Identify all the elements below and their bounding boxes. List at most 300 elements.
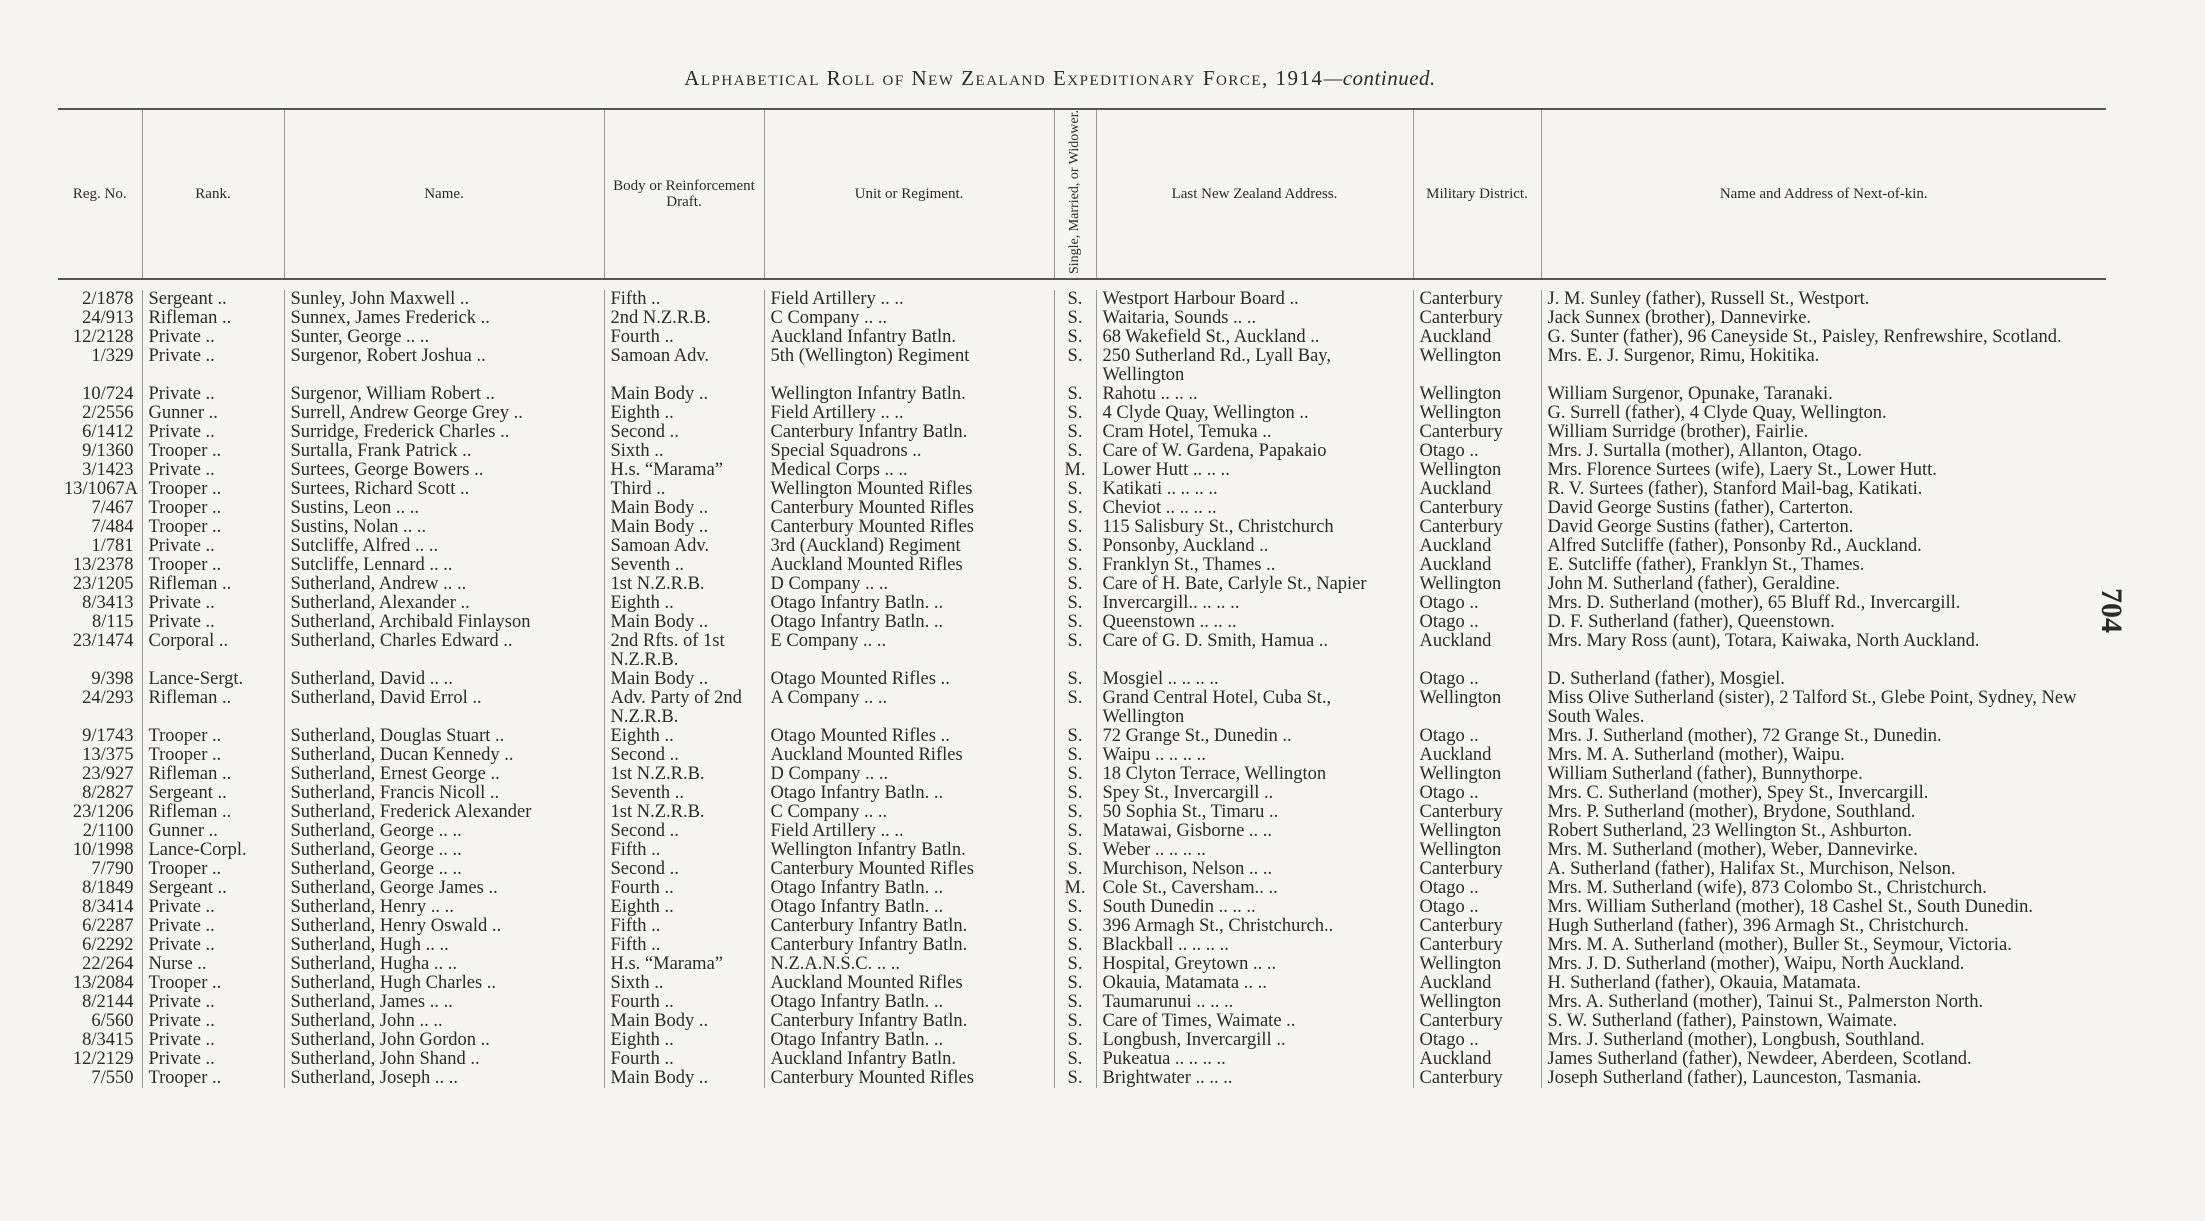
table-row xyxy=(58,518,2106,537)
page-title-text: Alphabetical Roll of New Zealand Expeditionary Force, 1914 xyxy=(684,66,1324,90)
draft-cell: Main Body .. xyxy=(604,385,764,404)
address-cell: Pukeatua .. .. .. .. xyxy=(1096,1050,1413,1069)
address-cell: Weber .. .. .. .. xyxy=(1096,841,1413,860)
unit-cell: Canterbury Infantry Batln. xyxy=(764,423,1054,442)
marital-cell: S. xyxy=(1054,556,1096,575)
marital-cell: S. xyxy=(1054,575,1096,594)
table-row xyxy=(58,309,2106,328)
table-row xyxy=(58,404,2106,423)
marital-cell: S. xyxy=(1054,784,1096,803)
next-of-kin-cell: Mrs. J. Sutherland (mother), 72 Grange St., Dunedin. xyxy=(1541,727,2106,746)
address-cell: Cole St., Caversham.. .. xyxy=(1096,879,1413,898)
next-of-kin-cell: Mrs. Mary Ross (aunt), Totara, Kaiwaka, North Auckland. xyxy=(1541,632,2106,670)
col-header-marital-status xyxy=(1054,109,1096,279)
district-cell: Otago .. xyxy=(1413,898,1541,917)
address-cell: Westport Harbour Board .. xyxy=(1096,290,1413,309)
name-cell: Surtalla, Frank Patrick .. xyxy=(284,442,604,461)
unit-cell: Wellington Infantry Batln. xyxy=(764,841,1054,860)
next-of-kin-cell: Mrs. E. J. Surgenor, Rimu, Hokitika. xyxy=(1541,347,2106,385)
draft-cell: Main Body .. xyxy=(604,518,764,537)
marital-cell: S. xyxy=(1054,917,1096,936)
rank-cell: Rifleman .. xyxy=(142,309,284,328)
name-cell: Sutherland, George .. .. xyxy=(284,822,604,841)
marital-cell: S. xyxy=(1054,1069,1096,1088)
name-cell: Sutherland, Ducan Kennedy .. xyxy=(284,746,604,765)
reg-no-cell: 7/790 xyxy=(91,860,134,880)
unit-cell: A Company .. .. xyxy=(764,689,1054,727)
marital-cell: S. xyxy=(1054,860,1096,879)
address-cell: Rahotu .. .. .. xyxy=(1096,385,1413,404)
unit-cell: Otago Infantry Batln. .. xyxy=(764,613,1054,632)
draft-cell: Main Body .. xyxy=(604,1012,764,1031)
name-cell: Sutcliffe, Alfred .. .. xyxy=(284,537,604,556)
marital-cell: S. xyxy=(1054,594,1096,613)
district-cell: Otago .. xyxy=(1413,613,1541,632)
marital-cell: S. xyxy=(1054,936,1096,955)
address-cell: Cheviot .. .. .. .. xyxy=(1096,499,1413,518)
unit-cell: Otago Infantry Batln. .. xyxy=(764,993,1054,1012)
draft-cell: Adv. Party of 2nd N.Z.R.B. xyxy=(604,689,764,727)
name-cell: Sutcliffe, Lennard .. .. xyxy=(284,556,604,575)
district-cell: Wellington xyxy=(1413,575,1541,594)
page-title-suffix: —continued. xyxy=(1323,66,1436,90)
draft-cell: Eighth .. xyxy=(604,898,764,917)
unit-cell: Medical Corps .. .. xyxy=(764,461,1054,480)
name-cell: Surgenor, Robert Joshua .. xyxy=(284,347,604,385)
rank-cell: Trooper .. xyxy=(142,499,284,518)
reg-no-cell: 9/1360 xyxy=(82,442,134,462)
rank-cell: Trooper .. xyxy=(142,974,284,993)
draft-cell: Fourth .. xyxy=(604,1050,764,1069)
reg-no-cell: 22/264 xyxy=(82,955,134,975)
district-cell: Wellington xyxy=(1413,955,1541,974)
unit-cell: D Company .. .. xyxy=(764,765,1054,784)
next-of-kin-cell: Joseph Sutherland (father), Launceston, Tasmania. xyxy=(1541,1069,2106,1088)
district-cell: Wellington xyxy=(1413,841,1541,860)
table-row xyxy=(58,974,2106,993)
address-cell: Franklyn St., Thames .. xyxy=(1096,556,1413,575)
address-cell: Matawai, Gisborne .. .. xyxy=(1096,822,1413,841)
table-row xyxy=(58,594,2106,613)
address-cell: Brightwater .. .. .. xyxy=(1096,1069,1413,1088)
address-cell: Katikati .. .. .. .. xyxy=(1096,480,1413,499)
rank-cell: Sergeant .. xyxy=(142,879,284,898)
marital-cell: S. xyxy=(1054,727,1096,746)
unit-cell: Auckland Infantry Batln. xyxy=(764,1050,1054,1069)
district-cell: Canterbury xyxy=(1413,803,1541,822)
marital-cell: S. xyxy=(1054,955,1096,974)
table-row xyxy=(58,423,2106,442)
name-cell: Sutherland, George .. .. xyxy=(284,841,604,860)
reg-no-cell: 24/293 xyxy=(82,689,134,709)
unit-cell: Otago Infantry Batln. .. xyxy=(764,594,1054,613)
unit-cell: Canterbury Infantry Batln. xyxy=(764,936,1054,955)
marital-cell: S. xyxy=(1054,1012,1096,1031)
table-row xyxy=(58,347,2106,385)
rank-cell: Rifleman .. xyxy=(142,803,284,822)
next-of-kin-cell: Mrs. M. Sutherland (wife), 873 Colombo St., Christchurch. xyxy=(1541,879,2106,898)
rank-cell: Private .. xyxy=(142,1012,284,1031)
table-row xyxy=(58,328,2106,347)
district-cell: Canterbury xyxy=(1413,936,1541,955)
unit-cell: Otago Infantry Batln. .. xyxy=(764,879,1054,898)
name-cell: Sutherland, George .. .. xyxy=(284,860,604,879)
district-cell: Wellington xyxy=(1413,404,1541,423)
table-row xyxy=(58,1069,2106,1088)
next-of-kin-cell: Hugh Sutherland (father), 396 Armagh St., Christchurch. xyxy=(1541,917,2106,936)
table-row xyxy=(58,841,2106,860)
table-row xyxy=(58,860,2106,879)
next-of-kin-cell: J. M. Sunley (father), Russell St., Westport. xyxy=(1541,290,2106,309)
address-cell: 18 Clyton Terrace, Wellington xyxy=(1096,765,1413,784)
name-cell: Sunley, John Maxwell .. xyxy=(284,290,604,309)
reg-no-cell: 23/1474 xyxy=(72,632,134,652)
table-row xyxy=(58,670,2106,689)
next-of-kin-cell: Mrs. J. Sutherland (mother), Longbush, Southland. xyxy=(1541,1031,2106,1050)
col-header-name: Name. xyxy=(284,109,604,279)
next-of-kin-cell: Mrs. A. Sutherland (mother), Tainui St., Palmerston North. xyxy=(1541,993,2106,1012)
district-cell: Wellington xyxy=(1413,461,1541,480)
district-cell: Otago .. xyxy=(1413,727,1541,746)
address-cell: 115 Salisbury St., Christchurch xyxy=(1096,518,1413,537)
district-cell: Canterbury xyxy=(1413,1069,1541,1088)
marital-cell: S. xyxy=(1054,404,1096,423)
reg-no-cell: 9/1743 xyxy=(82,727,134,747)
draft-cell: Eighth .. xyxy=(604,727,764,746)
reg-no-cell: 23/927 xyxy=(82,765,134,785)
district-cell: Canterbury xyxy=(1413,423,1541,442)
table-row xyxy=(58,499,2106,518)
draft-cell: Fifth .. xyxy=(604,936,764,955)
district-cell: Wellington xyxy=(1413,822,1541,841)
district-cell: Canterbury xyxy=(1413,518,1541,537)
name-cell: Sutherland, John .. .. xyxy=(284,1012,604,1031)
marital-cell: S. xyxy=(1054,309,1096,328)
col-header-reg-no: Reg. No. xyxy=(58,109,142,279)
draft-cell: Seventh .. xyxy=(604,784,764,803)
district-cell: Canterbury xyxy=(1413,499,1541,518)
address-cell: Queenstown .. .. .. xyxy=(1096,613,1413,632)
draft-cell: Second .. xyxy=(604,860,764,879)
table-row xyxy=(58,917,2106,936)
name-cell: Sunnex, James Frederick .. xyxy=(284,309,604,328)
col-header-district: Military District. xyxy=(1413,109,1541,279)
marital-cell: S. xyxy=(1054,347,1096,385)
unit-cell: Otago Mounted Rifles .. xyxy=(764,727,1054,746)
next-of-kin-cell: Mrs. William Sutherland (mother), 18 Cashel St., South Dunedin. xyxy=(1541,898,2106,917)
rank-cell: Lance-Corpl. xyxy=(142,841,284,860)
reg-no-cell: 8/3414 xyxy=(82,898,134,918)
address-cell: Waipu .. .. .. .. xyxy=(1096,746,1413,765)
district-cell: Canterbury xyxy=(1413,290,1541,309)
next-of-kin-cell: David George Sustins (father), Carterton. xyxy=(1541,499,2106,518)
table-row xyxy=(58,442,2106,461)
rank-cell: Sergeant .. xyxy=(142,290,284,309)
header-row xyxy=(58,109,2106,279)
rank-cell: Private .. xyxy=(142,613,284,632)
unit-cell: Auckland Mounted Rifles xyxy=(764,974,1054,993)
table-row xyxy=(58,879,2106,898)
draft-cell: Third .. xyxy=(604,480,764,499)
reg-no-cell: 7/550 xyxy=(91,1069,134,1089)
rank-cell: Rifleman .. xyxy=(142,689,284,727)
next-of-kin-cell: H. Sutherland (father), Okauia, Matamata. xyxy=(1541,974,2106,993)
table-row xyxy=(58,727,2106,746)
name-cell: Surtees, Richard Scott .. xyxy=(284,480,604,499)
table-row xyxy=(58,898,2106,917)
district-cell: Auckland xyxy=(1413,1050,1541,1069)
address-cell: Taumarunui .. .. .. xyxy=(1096,993,1413,1012)
address-cell: Invercargill.. .. .. .. xyxy=(1096,594,1413,613)
unit-cell: E Company .. .. xyxy=(764,632,1054,670)
rank-cell: Trooper .. xyxy=(142,556,284,575)
district-cell: Otago .. xyxy=(1413,594,1541,613)
unit-cell: Otago Infantry Batln. .. xyxy=(764,784,1054,803)
unit-cell: Canterbury Mounted Rifles xyxy=(764,518,1054,537)
marital-cell: S. xyxy=(1054,480,1096,499)
table-row xyxy=(58,993,2106,1012)
rank-cell: Lance-Sergt. xyxy=(142,670,284,689)
name-cell: Sutherland, David Errol .. xyxy=(284,689,604,727)
rank-cell: Private .. xyxy=(142,594,284,613)
draft-cell: Second .. xyxy=(604,746,764,765)
district-cell: Otago .. xyxy=(1413,879,1541,898)
address-cell: Ponsonby, Auckland .. xyxy=(1096,537,1413,556)
name-cell: Sutherland, John Shand .. xyxy=(284,1050,604,1069)
table-row xyxy=(58,803,2106,822)
reg-no-cell: 6/560 xyxy=(91,1012,134,1032)
next-of-kin-cell: Mrs. D. Sutherland (mother), 65 Bluff Rd., Invercargill. xyxy=(1541,594,2106,613)
roll-body xyxy=(58,290,2106,1088)
rank-cell: Rifleman .. xyxy=(142,575,284,594)
draft-cell: Second .. xyxy=(604,423,764,442)
district-cell: Wellington xyxy=(1413,689,1541,727)
name-cell: Sutherland, Hugha .. .. xyxy=(284,955,604,974)
name-cell: Sutherland, Francis Nicoll .. xyxy=(284,784,604,803)
address-cell: Mosgiel .. .. .. .. xyxy=(1096,670,1413,689)
marital-cell: S. xyxy=(1054,518,1096,537)
draft-cell: Fourth .. xyxy=(604,993,764,1012)
next-of-kin-cell: Alfred Sutcliffe (father), Ponsonby Rd., Auckland. xyxy=(1541,537,2106,556)
page-title xyxy=(0,66,2120,91)
reg-no-cell: 2/1100 xyxy=(82,822,134,842)
unit-cell: Wellington Mounted Rifles xyxy=(764,480,1054,499)
name-cell: Sutherland, Archibald Finlayson xyxy=(284,613,604,632)
table-row xyxy=(58,632,2106,670)
table-row xyxy=(58,1050,2106,1069)
marital-cell: S. xyxy=(1054,993,1096,1012)
address-cell: 72 Grange St., Dunedin .. xyxy=(1096,727,1413,746)
rank-cell: Private .. xyxy=(142,347,284,385)
draft-cell: Main Body .. xyxy=(604,1069,764,1088)
district-cell: Auckland xyxy=(1413,328,1541,347)
next-of-kin-cell: David George Sustins (father), Carterton. xyxy=(1541,518,2106,537)
draft-cell: Sixth .. xyxy=(604,974,764,993)
district-cell: Canterbury xyxy=(1413,860,1541,879)
address-cell: Hospital, Greytown .. .. xyxy=(1096,955,1413,974)
marital-cell: S. xyxy=(1054,974,1096,993)
district-cell: Wellington xyxy=(1413,765,1541,784)
name-cell: Sustins, Nolan .. .. xyxy=(284,518,604,537)
name-cell: Surrell, Andrew George Grey .. xyxy=(284,404,604,423)
draft-cell: Fourth .. xyxy=(604,328,764,347)
reg-no-cell: 1/329 xyxy=(91,347,134,367)
draft-cell: Second .. xyxy=(604,822,764,841)
draft-cell: 2nd Rfts. of 1st N.Z.R.B. xyxy=(604,632,764,670)
reg-no-cell: 13/2084 xyxy=(72,974,134,994)
rank-cell: Trooper .. xyxy=(142,746,284,765)
name-cell: Sutherland, Henry Oswald .. xyxy=(284,917,604,936)
table-row xyxy=(58,765,2106,784)
next-of-kin-cell: Mrs. P. Sutherland (mother), Brydone, Southland. xyxy=(1541,803,2106,822)
marital-cell: S. xyxy=(1054,822,1096,841)
reg-no-cell: 12/2129 xyxy=(72,1050,134,1070)
name-cell: Sutherland, Frederick Alexander xyxy=(284,803,604,822)
next-of-kin-cell: Robert Sutherland, 23 Wellington St., Ashburton. xyxy=(1541,822,2106,841)
address-cell: Murchison, Nelson .. .. xyxy=(1096,860,1413,879)
table-row xyxy=(58,1012,2106,1031)
marital-cell: S. xyxy=(1054,689,1096,727)
rank-cell: Private .. xyxy=(142,993,284,1012)
marital-cell: M. xyxy=(1054,461,1096,480)
district-cell: Wellington xyxy=(1413,385,1541,404)
marital-cell: S. xyxy=(1054,290,1096,309)
unit-cell: Field Artillery .. .. xyxy=(764,822,1054,841)
rank-cell: Private .. xyxy=(142,1031,284,1050)
reg-no-cell: 8/2827 xyxy=(82,784,134,804)
next-of-kin-cell: E. Sutcliffe (father), Franklyn St., Thames. xyxy=(1541,556,2106,575)
reg-no-cell: 8/1849 xyxy=(82,879,134,899)
col-header-unit: Unit or Regiment. xyxy=(764,109,1054,279)
marital-cell: S. xyxy=(1054,765,1096,784)
name-cell: Sutherland, David .. .. xyxy=(284,670,604,689)
district-cell: Auckland xyxy=(1413,746,1541,765)
draft-cell: Eighth .. xyxy=(604,404,764,423)
draft-cell: 1st N.Z.R.B. xyxy=(604,765,764,784)
unit-cell: Canterbury Mounted Rifles xyxy=(764,860,1054,879)
reg-no-cell: 23/1205 xyxy=(72,575,134,595)
district-cell: Auckland xyxy=(1413,632,1541,670)
unit-cell: 5th (Wellington) Regiment xyxy=(764,347,1054,385)
unit-cell: C Company .. .. xyxy=(764,803,1054,822)
district-cell: Canterbury xyxy=(1413,1012,1541,1031)
rank-cell: Private .. xyxy=(142,423,284,442)
roll-table xyxy=(58,108,2106,1088)
unit-cell: 3rd (Auckland) Regiment xyxy=(764,537,1054,556)
draft-cell: Fifth .. xyxy=(604,290,764,309)
rank-cell: Corporal .. xyxy=(142,632,284,670)
draft-cell: Samoan Adv. xyxy=(604,537,764,556)
address-cell: Spey St., Invercargill .. xyxy=(1096,784,1413,803)
rank-cell: Rifleman .. xyxy=(142,765,284,784)
next-of-kin-cell: Miss Olive Sutherland (sister), 2 Talford St., Glebe Point, Sydney, New South Wales. xyxy=(1541,689,2106,727)
reg-no-cell: 8/2144 xyxy=(82,993,134,1013)
next-of-kin-cell: D. F. Sutherland (father), Queenstown. xyxy=(1541,613,2106,632)
rank-cell: Private .. xyxy=(142,328,284,347)
rank-cell: Private .. xyxy=(142,385,284,404)
name-cell: Sunter, George .. .. xyxy=(284,328,604,347)
unit-cell: Special Squadrons .. xyxy=(764,442,1054,461)
table-row xyxy=(58,385,2106,404)
reg-no-cell: 2/1878 xyxy=(82,290,134,310)
marital-cell: S. xyxy=(1054,499,1096,518)
reg-no-cell: 10/724 xyxy=(82,385,134,405)
draft-cell: Main Body .. xyxy=(604,499,764,518)
reg-no-cell: 2/2556 xyxy=(82,404,134,424)
table-row xyxy=(58,556,2106,575)
table-row xyxy=(58,955,2106,974)
marital-cell: S. xyxy=(1054,385,1096,404)
next-of-kin-cell: Mrs. Florence Surtees (wife), Laery St., Lower Hutt. xyxy=(1541,461,2106,480)
unit-cell: Canterbury Infantry Batln. xyxy=(764,1012,1054,1031)
table-row xyxy=(58,1031,2106,1050)
next-of-kin-cell: D. Sutherland (father), Mosgiel. xyxy=(1541,670,2106,689)
address-cell: 4 Clyde Quay, Wellington .. xyxy=(1096,404,1413,423)
next-of-kin-cell: Mrs. M. A. Sutherland (mother), Buller St., Seymour, Victoria. xyxy=(1541,936,2106,955)
reg-no-cell: 6/2292 xyxy=(82,936,134,956)
name-cell: Sutherland, Douglas Stuart .. xyxy=(284,727,604,746)
marital-cell: S. xyxy=(1054,803,1096,822)
name-cell: Sutherland, Henry .. .. xyxy=(284,898,604,917)
name-cell: Sutherland, Hugh Charles .. xyxy=(284,974,604,993)
rank-cell: Trooper .. xyxy=(142,860,284,879)
address-cell: Care of Times, Waimate .. xyxy=(1096,1012,1413,1031)
reg-no-cell: 7/484 xyxy=(91,518,134,538)
marital-cell: M. xyxy=(1054,879,1096,898)
draft-cell: Eighth .. xyxy=(604,594,764,613)
unit-cell: Field Artillery .. .. xyxy=(764,290,1054,309)
draft-cell: Fourth .. xyxy=(604,879,764,898)
rank-cell: Sergeant .. xyxy=(142,784,284,803)
draft-cell: 1st N.Z.R.B. xyxy=(604,803,764,822)
next-of-kin-cell: Jack Sunnex (brother), Dannevirke. xyxy=(1541,309,2106,328)
district-cell: Auckland xyxy=(1413,537,1541,556)
name-cell: Sutherland, James .. .. xyxy=(284,993,604,1012)
marital-cell: S. xyxy=(1054,632,1096,670)
name-cell: Sutherland, Alexander .. xyxy=(284,594,604,613)
address-cell: Care of G. D. Smith, Hamua .. xyxy=(1096,632,1413,670)
next-of-kin-cell: Mrs. M. A. Sutherland (mother), Waipu. xyxy=(1541,746,2106,765)
rank-cell: Private .. xyxy=(142,461,284,480)
rank-cell: Private .. xyxy=(142,1050,284,1069)
name-cell: Surtees, George Bowers .. xyxy=(284,461,604,480)
table-row xyxy=(58,689,2106,727)
table-row xyxy=(58,936,2106,955)
marital-cell: S. xyxy=(1054,841,1096,860)
rank-cell: Private .. xyxy=(142,936,284,955)
district-cell: Wellington xyxy=(1413,347,1541,385)
rank-cell: Gunner .. xyxy=(142,822,284,841)
rank-cell: Trooper .. xyxy=(142,480,284,499)
table-row xyxy=(58,575,2106,594)
address-cell: Longbush, Invercargill .. xyxy=(1096,1031,1413,1050)
draft-cell: 1st N.Z.R.B. xyxy=(604,575,764,594)
district-cell: Auckland xyxy=(1413,480,1541,499)
district-cell: Otago .. xyxy=(1413,784,1541,803)
district-cell: Canterbury xyxy=(1413,917,1541,936)
unit-cell: Canterbury Mounted Rifles xyxy=(764,1069,1054,1088)
reg-no-cell: 23/1206 xyxy=(72,803,134,823)
rank-cell: Trooper .. xyxy=(142,727,284,746)
name-cell: Sutherland, John Gordon .. xyxy=(284,1031,604,1050)
address-cell: Care of H. Bate, Carlyle St., Napier xyxy=(1096,575,1413,594)
unit-cell: Canterbury Mounted Rifles xyxy=(764,499,1054,518)
district-cell: Auckland xyxy=(1413,974,1541,993)
next-of-kin-cell: Mrs. J. D. Sutherland (mother), Waipu, North Auckland. xyxy=(1541,955,2106,974)
rank-cell: Trooper .. xyxy=(142,518,284,537)
reg-no-cell: 1/781 xyxy=(91,537,134,557)
unit-cell: Auckland Mounted Rifles xyxy=(764,556,1054,575)
